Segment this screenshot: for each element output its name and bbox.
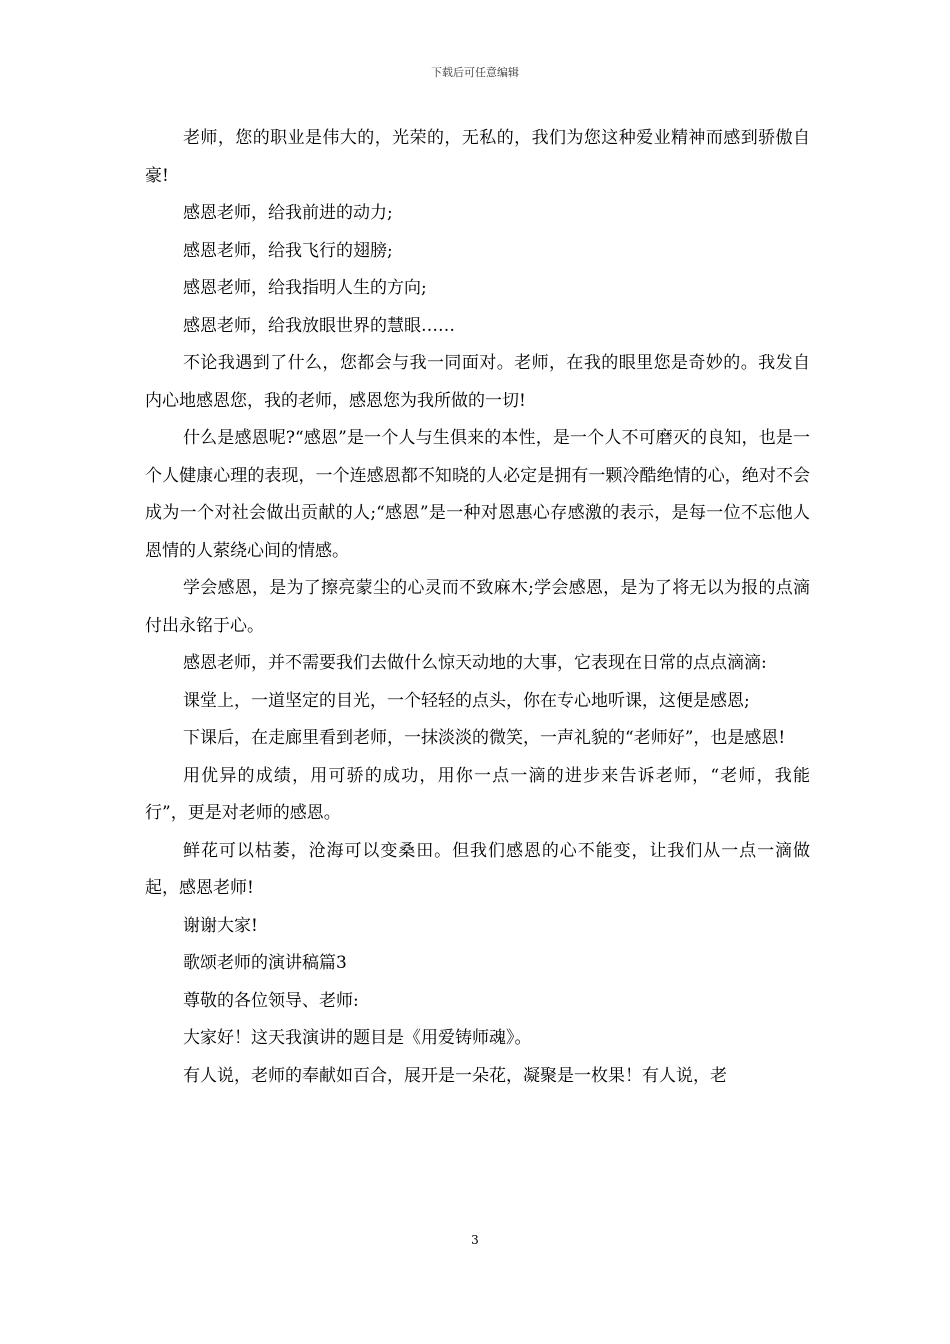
paragraph: 不论我遇到了什么，您都会与我一同面对。老师，在我的眼里您是奇妙的。我发自内心地感恩您，我的老师，感恩您为我所做的一切! <box>145 353 810 411</box>
paragraph: 老师，您的职业是伟大的，光荣的，无私的，我们为您这种爱业精神而感到骄傲自豪! <box>145 128 810 186</box>
paragraph: 课堂上，一道坚定的目光，一个轻轻的点头，你在专心地听课，这便是感恩; <box>183 690 750 711</box>
paragraph: 什么是感恩呢?“感恩”是一个人与生俱来的本性，是一个人不可磨灭的良知，也是一个人健康心理的表现，一个连感恩都不知晓的人必定是拥有一颗冷酷绝情的心，绝对不会成为一个对社会做出贡献的人;“感恩”是一种对恩惠心存感激的表示，是每一位不忘他人恩情的人萦绕心间的情感。 <box>145 428 810 561</box>
paragraph: 感恩老师，给我飞行的翅膀; <box>183 240 393 261</box>
paragraph: 下课后，在走廊里看到老师，一抹淡淡的微笑，一声礼貌的“老师好”，也是感恩! <box>183 728 786 748</box>
paragraph: 感恩老师，给我放眼世界的慧眼…… <box>183 315 455 336</box>
page-header: 下载后可任意编辑 <box>431 66 519 79</box>
document-body <box>145 120 810 1095</box>
page-number: 3 <box>471 1233 479 1247</box>
paragraph: 学会感恩，是为了擦亮蒙尘的心灵而不致麻木;学会感恩，是为了将无以为报的点滴付出永铭于心。 <box>145 578 810 636</box>
paragraph: 感恩老师，并不需要我们去做什么惊天动地的大事，它表现在日常的点点滴滴: <box>183 653 767 673</box>
section-heading: 歌颂老师的演讲稿篇3 <box>183 953 347 973</box>
paragraph: 感恩老师，给我指明人生的方向; <box>183 278 427 298</box>
paragraph: 感恩老师，给我前进的动力; <box>183 203 393 223</box>
paragraph: 用优异的成绩，用可骄的成功，用你一点一滴的进步来告诉老师，“老师，我能行”，更是对老师的感恩。 <box>145 765 810 823</box>
paragraph: 鲜花可以枯萎，沧海可以变桑田。但我们感恩的心不能变，让我们从一点一滴做起，感恩老师! <box>145 840 810 898</box>
paragraph: 尊敬的各位领导、老师: <box>183 990 359 1011</box>
paragraph: 谢谢大家! <box>183 915 258 936</box>
paragraph: 大家好！这天我演讲的题目是《用爱铸师魂》。 <box>183 1028 532 1048</box>
paragraph: 有人说，老师的奉献如百合，展开是一朵花，凝聚是一枚果！有人说，老 <box>183 1065 727 1086</box>
